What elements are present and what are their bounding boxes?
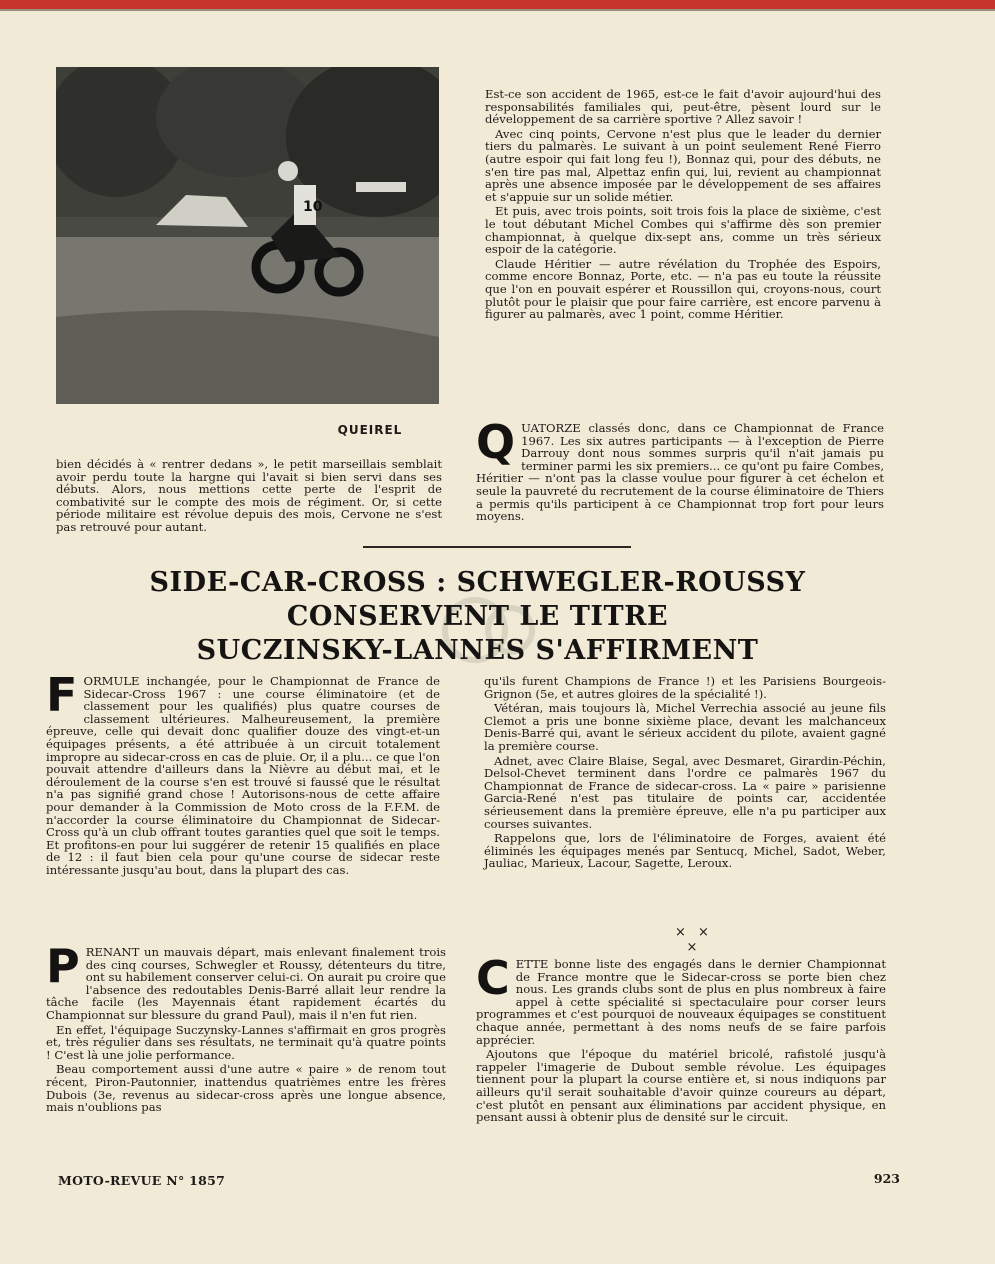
paragraph: Ajoutons que l'époque du matériel bricolé, rafistolé jusqu'à rappeler l'imagerie de Dubout semble révolue. Les équipages tiennent pour la plupart la course entière et, si nous indiquons par ailleurs qu'il serait souhaitable d'avoir quinze coureurs au départ, c'est plutôt en pensant aux éliminations par accident physique, en pensant aussi à obtenir plus de densité sur le circuit.	[476, 1047, 886, 1125]
quatorze-section	[476, 415, 884, 525]
drop-cap: F	[46, 668, 78, 722]
paragraph: Et puis, avec trois points, soit trois fois la place de sixième, c'est le tout débutant Michel Combes qui s'affirme dès son premier championnat, à quelque dix-sept ans, comme un très sérieux espoir de la catégorie.	[485, 204, 881, 257]
paragraph	[46, 668, 440, 877]
watermark-logo	[440, 590, 540, 670]
paragraph: Est-ce son accident de 1965, est-ce le fait d'avoir aujourd'hui des responsabilités familiales qui, peut-être, pèsent lourd sur le développement de sa carrière sportive ? Allez savoir !	[485, 87, 881, 127]
paragraph: Vétéran, mais toujours là, Michel Verrechia associé au jeune fils Clemot a pris une bonne sixième place, devant les malchanceux Denis-Barré qui, avant le sérieux accident du pilote, avaient gagné la première course.	[484, 701, 886, 753]
magazine-issue: MOTO-REVUE N° 1857	[58, 1173, 226, 1188]
lead-word: RENANT	[85, 945, 140, 959]
race-photo	[56, 67, 439, 404]
paragraph	[46, 939, 446, 1022]
paragraph: Beau comportement aussi d'une autre « paire » de renom tout récent, Piron-Pautonnier, inattendus quatrièmes entre les frères Dubois (3e, revenus au sidecar-cross après une longue absence, mais n'oublions pas	[46, 1062, 446, 1115]
lead-word: ORMULE	[83, 674, 140, 688]
paragraph: Claude Héritier — autre révélation du Trophée des Espoirs, comme encore Bonnaz, Porte, etc. — n'a pas eu toute la réussite que l'on en pouvait espérer et Roussillon qui, croyons-nous, court plutôt pour le plaisir que pour faire carrière, est encore parvenu à figurer au palmarès, avec 1 point, comme Héritier.	[485, 256, 881, 322]
column-right-top	[485, 88, 881, 323]
section-separator: × × ×	[675, 925, 713, 955]
paragraph: Rappelons que, lors de l'éliminatoire de Forges, avaient été éliminés les équipages menés par Sentucq, Michel, Sadot, Weber, Jauliac, Marieux, Lacour, Sagette, Leroux.	[484, 831, 886, 871]
paragraph: Adnet, avec Claire Blaise, Segal, avec Desmaret, Girardin-Péchin, Delsol-Chevet terminent dans l'ordre ce palmarès 1967 du Championnat de France de sidecar-cross. La « paire » parisienne Garcia-René n'est pas titulaire de points car, accidentée sérieusement dans la première épreuve, elle n'a pu participer aux courses suivantes.	[484, 753, 886, 831]
paragraph-text: bonne liste des engagés dans le dernier Championnat de France montre que le Sidecar-cross se porte bien chez nous. Les grands clubs sont de plus en plus nombreux à faire appel à cette spécialité si spectaculaire pour corser leurs programmes et c'est pourquoi de nouveaux équipages se constituent chaque année, permettant à des noms neufs de se faire parfois apprécier.	[476, 957, 886, 1047]
formule-section	[46, 668, 440, 879]
drop-cap: P	[46, 939, 80, 993]
top-rule	[0, 9, 995, 11]
paragraph-text: classés donc, dans ce Championnat de France 1967. Les six autres participants — à l'exception de Pierre Darrouy dont nous sommes surpris qu'il n'ait jamais pu terminer parmi les six premiers... ce qu'ont pu faire Combes, Héritier — n'ont pas la classe voulue pour figurer à cet échelon et seule la pauvreté du recrutement de la course éliminatoire de Thiers a permis qu'ils participent à ce Championnat trop fort pour leurs moyens.	[476, 421, 884, 524]
section-divider	[363, 546, 631, 548]
lead-word: UATORZE	[521, 421, 581, 435]
paragraph	[476, 415, 884, 524]
top-red-band	[0, 0, 995, 9]
photo-caption: QUEIREL	[337, 423, 403, 437]
rider-bib-number: 10	[303, 199, 323, 215]
prenant-section	[46, 939, 446, 1116]
paragraph: Avec cinq points, Cervone n'est plus que le leader du dernier tiers du palmarès. Le suivant à un point seulement René Fierro (autre espoir qui fait long feu !), Bonnaz qui, pour des débuts, ne s'en tire pas mal, Alpettaz enfin qui, lui, revient au championnat après une absence imposée par le développement de ses affaires et s'appuie sur un solide métier.	[485, 126, 881, 204]
drop-cap: Q	[476, 415, 516, 469]
page-number: 923	[873, 1171, 900, 1186]
cette-section	[476, 951, 886, 1126]
column-right-mid	[484, 675, 886, 872]
paragraph: qu'ils furent Champions de France !) et les Parisiens Bourgeois-Grignon (5e, et autres gloires de la spécialité !).	[484, 674, 886, 701]
paragraph-text: un mauvais départ, mais enlevant finalement trois des cinq courses, Schwegler et Roussy, détenteurs du titre, ont su habilement conserver celui-ci. On aurait pu croire que l'absence des redoutables Denis-Barré allait leur rendre la tâche facile (les Mayennais étant rapidement écartés du Championnat sur blessure du grand Paul), mais il n'en fut rien.	[46, 945, 446, 1022]
headline-line: SIDE-CAR-CROSS : SCHWEGLER-ROUSSY	[149, 567, 806, 598]
drop-cap: C	[476, 951, 510, 1005]
headline-line: CONSERVENT LE TITRE	[286, 601, 669, 632]
paragraph: En effet, l'équipage Suczynsky-Lannes s'affirmait en gros progrès et, très régulier dans ses résultats, ne terminait qu'à quatre points ! C'est là une jolie performance.	[46, 1022, 446, 1062]
lead-word: ETTE	[515, 957, 549, 971]
headline-line: SUCZINSKY-LANNES S'AFFIRMENT	[196, 635, 759, 666]
paragraph: bien décidés à « rentrer dedans », le petit marseillais semblait avoir perdu toute la hargne qui l'avait si bien servi dans ses débuts. Alors, nous mettions cette perte de l'esprit de combativité sur le compte des mois de régiment. Or, si cette période militaire est révolue depuis des mois, Cervone ne s'est pas retrouvé pour autant.	[56, 457, 442, 534]
column-left-top	[56, 458, 442, 536]
paragraph-text: inchangée, pour le Championnat de France de Sidecar-Cross 1967 : une course éliminatoire (et de classement pour les qualifiés) plus quatre courses de classement ultérieures. Malheureusement, la première épreuve, celle qui devait donc qualifier douze des vingt-et-un équipages présents, a été attribuée à un circuit totalement impropre au sidecar-cross en cas de pluie. Or, il a plu... ce que l'on pouvait attendre d'ailleurs dans la Nièvre au début mai, et le déroulement de la course s'en est trouvé si faussé que le résultat n'a pas signifié grand chose ! Autorisons-nous de cette affaire pour demander à la Commission de Moto cross de la F.F.M. de n'accorder la course éliminatoire du Championnat de Sidecar-Cross qu'à un club offrant toutes garanties quel que soit le temps. Et profitons-en pour lui suggérer de retenir 15 qualifiés en place de 12 : il faut bien cela pour qu'une course de sidecar reste intéressante jusqu'au bout, dans la plupart des cas.	[46, 674, 440, 877]
paragraph	[476, 951, 886, 1047]
